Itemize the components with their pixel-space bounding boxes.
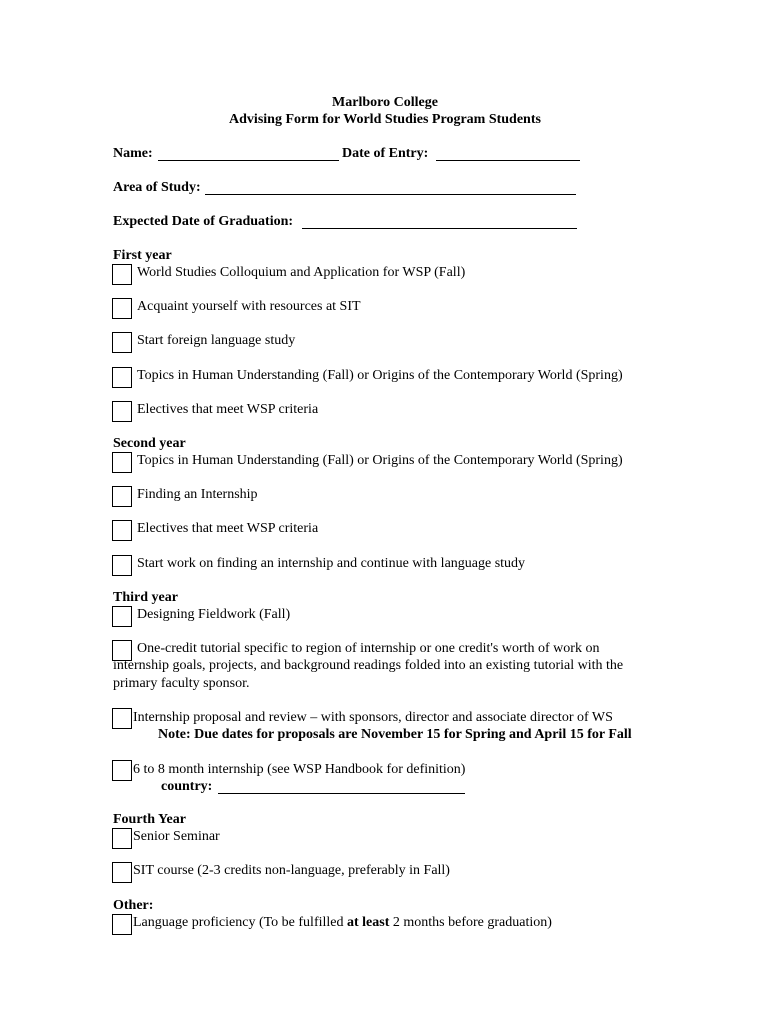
item-electives-1: Electives that meet WSP criteria — [137, 402, 319, 417]
item-sit-resources: Acquaint yourself with resources at SIT — [137, 299, 361, 314]
graduation-date-field[interactable] — [302, 228, 577, 229]
checkbox-electives-2[interactable] — [112, 520, 132, 541]
second-year-heading: Second year — [113, 436, 186, 451]
checkbox-colloquium[interactable] — [112, 264, 132, 285]
checkbox-finding-internship[interactable] — [112, 486, 132, 507]
item-topics-1: Topics in Human Understanding (Fall) or Origins of the Contemporary World (Spring) — [137, 368, 623, 383]
checkbox-internship[interactable] — [112, 760, 132, 781]
checkbox-sit-resources[interactable] — [112, 298, 132, 319]
country-field[interactable] — [218, 793, 465, 794]
item-internship: 6 to 8 month internship (see WSP Handbook for definition) — [133, 762, 466, 777]
first-year-heading: First year — [113, 248, 172, 263]
checkbox-foreign-language[interactable] — [112, 332, 132, 353]
item-fieldwork: Designing Fieldwork (Fall) — [137, 607, 291, 622]
checkbox-electives-1[interactable] — [112, 401, 132, 422]
other-heading: Other: — [113, 898, 154, 913]
item-sit-course: SIT course (2-3 credits non-language, preferably in Fall) — [133, 863, 450, 878]
checkbox-topics-1[interactable] — [112, 367, 132, 388]
item-finding-internship: Finding an Internship — [137, 487, 258, 502]
checkbox-sit-course[interactable] — [112, 862, 132, 883]
item-tutorial-line-1: One-credit tutorial specific to region of internship or one credit's worth of work on — [137, 641, 600, 656]
college-name: Marlboro College — [332, 95, 438, 110]
date-of-entry-label: Date of Entry: — [342, 146, 429, 161]
item-tutorial-line-2: internship goals, projects, and background readings folded into an existing tutorial with the — [113, 658, 624, 673]
item-start-work: Start work on finding an internship and continue with language study — [137, 556, 526, 571]
form-title: Advising Form for World Studies Program Students — [229, 112, 541, 127]
third-year-heading: Third year — [113, 590, 178, 605]
item-tutorial-line-3: primary faculty sponsor. — [113, 676, 250, 691]
checkbox-proposal[interactable] — [112, 708, 132, 729]
item-senior-seminar: Senior Seminar — [133, 829, 220, 844]
name-field[interactable] — [158, 160, 339, 161]
proposal-due-note: Note: Due dates for proposals are November 15 for Spring and April 15 for Fall — [158, 727, 632, 742]
checkbox-senior-seminar[interactable] — [112, 828, 132, 849]
item-electives-2: Electives that meet WSP criteria — [137, 521, 319, 536]
item-colloquium: World Studies Colloquium and Application for WSP (Fall) — [137, 265, 466, 280]
area-of-study-label: Area of Study: — [113, 180, 201, 195]
item-foreign-language: Start foreign language study — [137, 333, 296, 348]
item-topics-2: Topics in Human Understanding (Fall) or Origins of the Contemporary World (Spring) — [137, 453, 623, 468]
fourth-year-heading: Fourth Year — [113, 812, 186, 827]
date-of-entry-field[interactable] — [436, 160, 580, 161]
name-label: Name: — [113, 146, 153, 161]
item-proposal: Internship proposal and review – with sponsors, director and associate director of WS — [133, 710, 613, 725]
item-language-proficiency: Language proficiency (To be fulfilled at least 2 months before graduation) — [133, 915, 552, 930]
country-label: country: — [161, 779, 213, 794]
checkbox-fieldwork[interactable] — [112, 606, 132, 627]
area-of-study-field[interactable] — [205, 194, 576, 195]
graduation-date-label: Expected Date of Graduation: — [113, 214, 294, 229]
checkbox-topics-2[interactable] — [112, 452, 132, 473]
checkbox-start-work[interactable] — [112, 555, 132, 576]
checkbox-language-proficiency[interactable] — [112, 914, 132, 935]
